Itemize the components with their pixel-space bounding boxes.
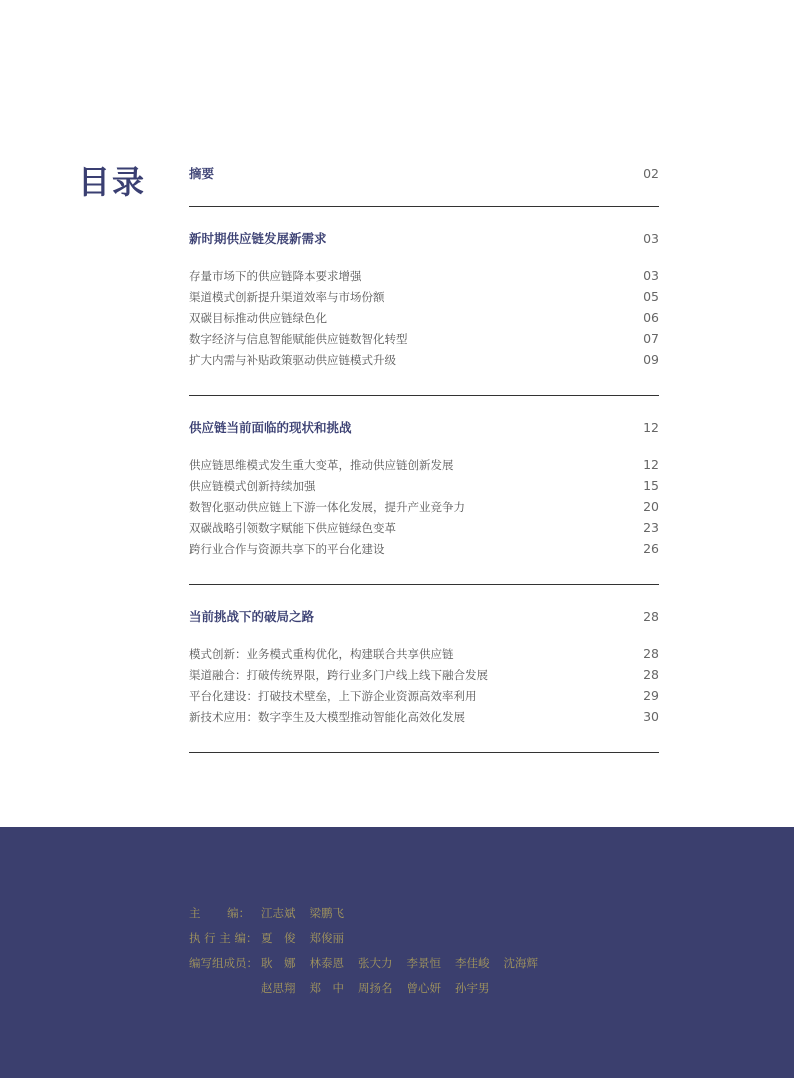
credit-name: 沈海辉 bbox=[503, 956, 538, 970]
credit-row bbox=[189, 976, 552, 1001]
toc-section-page: 03 bbox=[643, 230, 659, 246]
toc-entry-label: 渠道融合：打破传统界限，跨行业多门户线上线下融合发展 bbox=[189, 667, 488, 682]
toc-entry[interactable] bbox=[189, 454, 659, 475]
toc-entry-page: 28 bbox=[643, 646, 659, 661]
table-of-contents bbox=[189, 160, 659, 771]
toc-entry-page: 28 bbox=[643, 667, 659, 682]
toc-entry-page: 20 bbox=[643, 499, 659, 514]
credit-name: 林泰恩 bbox=[309, 956, 344, 970]
credit-name: 梁鹏飞 bbox=[309, 906, 344, 920]
toc-entry-page: 30 bbox=[643, 709, 659, 724]
credit-row bbox=[189, 951, 552, 976]
toc-entry-page: 23 bbox=[643, 520, 659, 535]
credits-footer bbox=[0, 827, 794, 1078]
credit-names bbox=[261, 951, 552, 976]
toc-entry[interactable] bbox=[189, 286, 659, 307]
credit-names bbox=[261, 901, 358, 926]
credit-name: 周扬名 bbox=[358, 981, 393, 995]
credit-role: 执 行 主 编： bbox=[189, 931, 258, 945]
toc-entry[interactable] bbox=[189, 664, 659, 685]
toc-entry[interactable] bbox=[189, 475, 659, 496]
toc-entry-page: 29 bbox=[643, 688, 659, 703]
toc-section-page: 12 bbox=[643, 419, 659, 435]
toc-entry-label: 扩大内需与补贴政策驱动供应链模式升级 bbox=[189, 352, 396, 367]
toc-entry-label: 跨行业合作与资源共享下的平台化建设 bbox=[189, 541, 385, 556]
toc-section-heading[interactable] bbox=[189, 414, 659, 440]
credit-role bbox=[189, 976, 261, 1001]
credit-name: 张大力 bbox=[358, 956, 393, 970]
toc-entry-label: 双碳目标推动供应链绿色化 bbox=[189, 310, 327, 325]
toc-section bbox=[189, 225, 659, 396]
section-divider bbox=[189, 752, 659, 753]
toc-section bbox=[189, 603, 659, 753]
toc-entry-label: 供应链模式创新持续加强 bbox=[189, 478, 316, 493]
credit-role: 主 编： bbox=[189, 906, 251, 920]
toc-entry-label: 渠道模式创新提升渠道效率与市场份额 bbox=[189, 289, 385, 304]
toc-entry[interactable] bbox=[189, 538, 659, 559]
toc-entry-page: 15 bbox=[643, 478, 659, 493]
toc-section-title: 摘要 bbox=[189, 166, 215, 181]
toc-entry[interactable] bbox=[189, 307, 659, 328]
toc-section-title: 供应链当前面临的现状和挑战 bbox=[189, 420, 352, 435]
credit-row bbox=[189, 901, 552, 926]
toc-entry-label: 存量市场下的供应链降本要求增强 bbox=[189, 268, 362, 283]
toc-entry[interactable] bbox=[189, 265, 659, 286]
toc-entry-label: 平台化建设：打破技术壁垒，上下游企业资源高效率利用 bbox=[189, 688, 477, 703]
credit-row bbox=[189, 926, 552, 951]
toc-entry[interactable] bbox=[189, 706, 659, 727]
toc-section-page: 02 bbox=[643, 165, 659, 181]
toc-section-title: 当前挑战下的破局之路 bbox=[189, 609, 315, 624]
toc-entry-page: 06 bbox=[643, 310, 659, 325]
toc-entry-label: 供应链思维模式发生重大变革，推动供应链创新发展 bbox=[189, 457, 454, 472]
toc-entry-page: 26 bbox=[643, 541, 659, 556]
toc-entry-page: 05 bbox=[643, 289, 659, 304]
toc-entry[interactable] bbox=[189, 685, 659, 706]
toc-entry-label: 数智化驱动供应链上下游一体化发展，提升产业竞争力 bbox=[189, 499, 465, 514]
section-divider bbox=[189, 395, 659, 396]
credit-name: 李佳峻 bbox=[455, 956, 490, 970]
toc-section-heading[interactable] bbox=[189, 160, 659, 186]
credit-names bbox=[261, 976, 504, 1001]
toc-section-heading[interactable] bbox=[189, 603, 659, 629]
credit-name: 江志斌 bbox=[261, 906, 296, 920]
toc-section-heading[interactable] bbox=[189, 225, 659, 251]
credit-name: 赵思翔 bbox=[261, 981, 296, 995]
credit-name: 孙宇男 bbox=[455, 981, 490, 995]
credit-name: 耿 娜 bbox=[261, 956, 296, 970]
credit-name: 郑俊丽 bbox=[309, 931, 344, 945]
credits-list bbox=[189, 901, 552, 1001]
toc-entry[interactable] bbox=[189, 643, 659, 664]
toc-section-title: 新时期供应链发展新需求 bbox=[189, 231, 327, 246]
toc-entry-label: 数字经济与信息智能赋能供应链数智化转型 bbox=[189, 331, 408, 346]
toc-entry-label: 模式创新：业务模式重构优化，构建联合共享供应链 bbox=[189, 646, 454, 661]
toc-section bbox=[189, 414, 659, 585]
credit-name: 李景恒 bbox=[406, 956, 441, 970]
toc-entry-page: 07 bbox=[643, 331, 659, 346]
toc-entry-label: 双碳战略引领数字赋能下供应链绿色变革 bbox=[189, 520, 396, 535]
toc-entry[interactable] bbox=[189, 349, 659, 370]
toc-entry-page: 09 bbox=[643, 352, 659, 367]
credit-names bbox=[261, 926, 358, 951]
toc-section bbox=[189, 160, 659, 207]
section-divider bbox=[189, 584, 659, 585]
toc-title: 目录 bbox=[78, 163, 147, 201]
toc-entry[interactable] bbox=[189, 517, 659, 538]
credit-role: 编写组成员： bbox=[189, 956, 258, 970]
toc-entry[interactable] bbox=[189, 328, 659, 349]
credit-name: 郑 中 bbox=[309, 981, 344, 995]
section-divider bbox=[189, 206, 659, 207]
toc-section-page: 28 bbox=[643, 608, 659, 624]
toc-entry-page: 12 bbox=[643, 457, 659, 472]
toc-entry[interactable] bbox=[189, 496, 659, 517]
toc-entry-page: 03 bbox=[643, 268, 659, 283]
credit-name: 夏 俊 bbox=[261, 931, 296, 945]
credit-name: 曾心妍 bbox=[406, 981, 441, 995]
toc-entry-label: 新技术应用：数字孪生及大模型推动智能化高效化发展 bbox=[189, 709, 465, 724]
